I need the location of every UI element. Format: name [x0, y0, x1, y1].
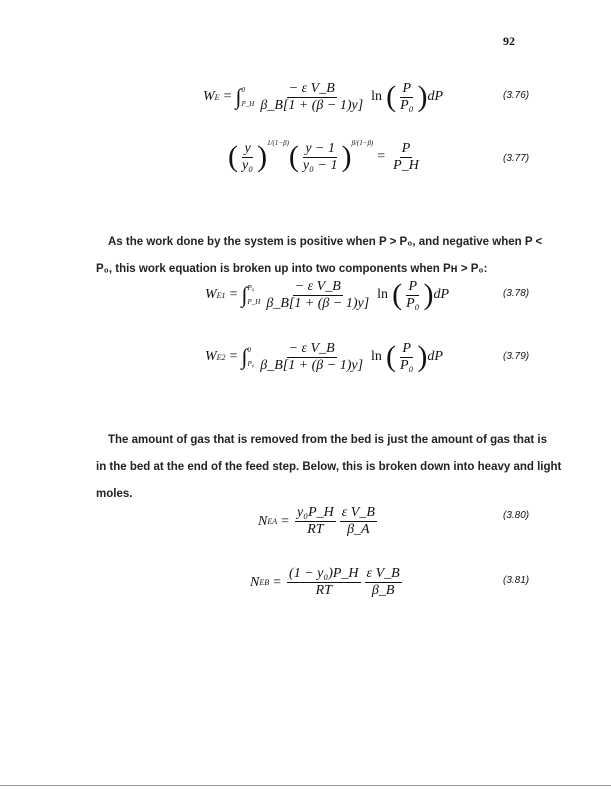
numerator: y₀P_H — [297, 505, 334, 520]
differential: dP — [427, 349, 443, 364]
fraction — [287, 566, 361, 599]
eq-sub: E2 — [216, 352, 226, 362]
equation-3-78: W E1 = ∫ P₀ P_H $\frac{\text{− ε V\_B}}{\beta\_B[1 + (\beta - 1)y]}$ ln ( $\frac{P}{\text{P₀}}$ ) dP — [205, 278, 450, 311]
numerator: y − 1 — [305, 140, 336, 156]
denominator: RT — [315, 583, 332, 598]
numerator: − ε V_B — [288, 80, 335, 96]
exponent: β/(1−β) — [351, 139, 374, 147]
integral-limits — [248, 281, 261, 309]
lower-limit: P_H — [241, 100, 255, 108]
fraction — [391, 141, 421, 174]
numerator: P — [401, 140, 411, 156]
equation-number: (3.79) — [503, 351, 530, 362]
denominator: β_B[1 + (β − 1)y] — [260, 357, 364, 373]
paragraph-line: P₀, this work equation is broken up into two components when Pʜ > P₀: — [96, 263, 488, 275]
fraction — [398, 341, 415, 374]
denominator: P₀ — [399, 357, 414, 373]
fraction — [264, 279, 371, 312]
numerator: P — [402, 80, 412, 96]
integral-sign: ∫ — [235, 84, 242, 109]
integral-sign: ∫ — [241, 344, 248, 369]
numerator: ε V_B — [366, 566, 400, 581]
numerator: P — [402, 340, 411, 356]
equation-3-76: W E = ∫ 0 P_H $\frac{\text{− ε V\_B}}{\beta\_B[1 + (\beta - 1)y]}$ ln ( $\frac{P}{\text{P₀}}$ ) dP — [203, 80, 444, 113]
numerator: ε V_B — [341, 505, 375, 520]
exponent: 1/(1−β) — [267, 139, 289, 147]
eq-sub: E1 — [216, 290, 226, 300]
fraction — [258, 81, 365, 114]
eq-lhs: N — [250, 574, 260, 590]
paragraph-line: moles. — [96, 488, 133, 500]
eq-lhs: W — [205, 349, 217, 364]
eq-sub: E — [214, 92, 220, 102]
upper-limit: 0 — [241, 86, 245, 94]
equation-3-81: N EB = $\frac{\text{(1 − y₀)P\_H}}{RT}$ $\frac{\text{ε V\_B}}{\beta\_B}$ — [250, 566, 400, 598]
equation-number: (3.81) — [503, 575, 530, 586]
eq-lhs: W — [203, 89, 215, 104]
page-number: 92 — [503, 34, 515, 48]
paragraph-line: in the bed at the end of the feed step. Below, this is broken down into heavy and light — [96, 461, 562, 473]
fraction — [295, 505, 336, 538]
denominator: y₀ — [242, 157, 254, 173]
denominator: β_B[1 + (β − 1)y] — [260, 97, 364, 113]
numerator: − ε V_B — [288, 340, 335, 356]
equation-number: (3.77) — [503, 153, 530, 164]
fraction — [258, 341, 365, 374]
differential: dP — [433, 287, 450, 302]
equation-number: (3.80) — [503, 510, 530, 521]
denominator: P₀ — [400, 97, 414, 113]
numerator: y — [244, 140, 251, 156]
integral-limits — [248, 343, 255, 371]
fraction — [404, 279, 421, 312]
denominator: RT — [307, 522, 324, 537]
fraction — [240, 141, 255, 174]
lower-limit: P_H — [247, 298, 261, 306]
paragraph-line: The amount of gas that is removed from the bed is just the amount of gas that is — [108, 434, 547, 446]
denominator: β_B — [371, 583, 395, 598]
paragraph-line: As the work done by the system is positive when P > P₀, and negative when P < — [108, 236, 543, 248]
fraction — [398, 81, 415, 114]
integral-limits — [242, 83, 255, 111]
eq-lhs: N — [258, 513, 268, 529]
upper-limit: P₀ — [247, 284, 255, 292]
equation-number: (3.76) — [503, 90, 530, 101]
equation-number: (3.78) — [503, 288, 530, 299]
denominator: P_H — [393, 157, 419, 173]
eq-sub: EB — [259, 578, 270, 587]
fraction — [365, 566, 402, 599]
denominator: β_B[1 + (β − 1)y] — [266, 295, 370, 311]
numerator: P — [408, 278, 418, 294]
ln: ln — [371, 349, 382, 364]
numerator: (1 − y₀)P_H — [289, 566, 359, 581]
equation-3-80: N EA = $\frac{\text{y₀P\_H}}{RT}$ $\frac{\text{ε V\_B}}{\beta\_A}$ — [258, 505, 375, 537]
fraction — [301, 141, 340, 174]
numerator: − ε V_B — [294, 278, 341, 294]
eq-sub: EA — [267, 517, 278, 526]
denominator: β_A — [347, 522, 370, 537]
equation-3-77: ( $\frac{y}{\text{y₀}}$ ) 1/(1−β) ( $\frac{y - 1}{\text{y₀ − 1}}$ ) β/(1−β) = $\frac{P}{P\_H}$ — [228, 139, 419, 173]
denominator: P₀ — [406, 295, 420, 311]
ln: ln — [371, 89, 383, 104]
equation-3-79: W E2 = ∫ 0 P₀ $\frac{\text{− ε V\_B}}{\beta\_B[1 + (\beta - 1)y]}$ ln ( $\frac{P}{\text{P₀}}$ ) dP — [205, 340, 443, 373]
lower-limit: P₀ — [247, 360, 255, 368]
differential: dP — [427, 89, 444, 104]
eq-lhs: W — [205, 287, 217, 302]
ln: ln — [377, 287, 389, 302]
integral-sign: ∫ — [241, 282, 248, 307]
upper-limit: 0 — [247, 346, 251, 354]
fraction — [340, 505, 377, 538]
denominator: y₀ − 1 — [302, 157, 338, 173]
